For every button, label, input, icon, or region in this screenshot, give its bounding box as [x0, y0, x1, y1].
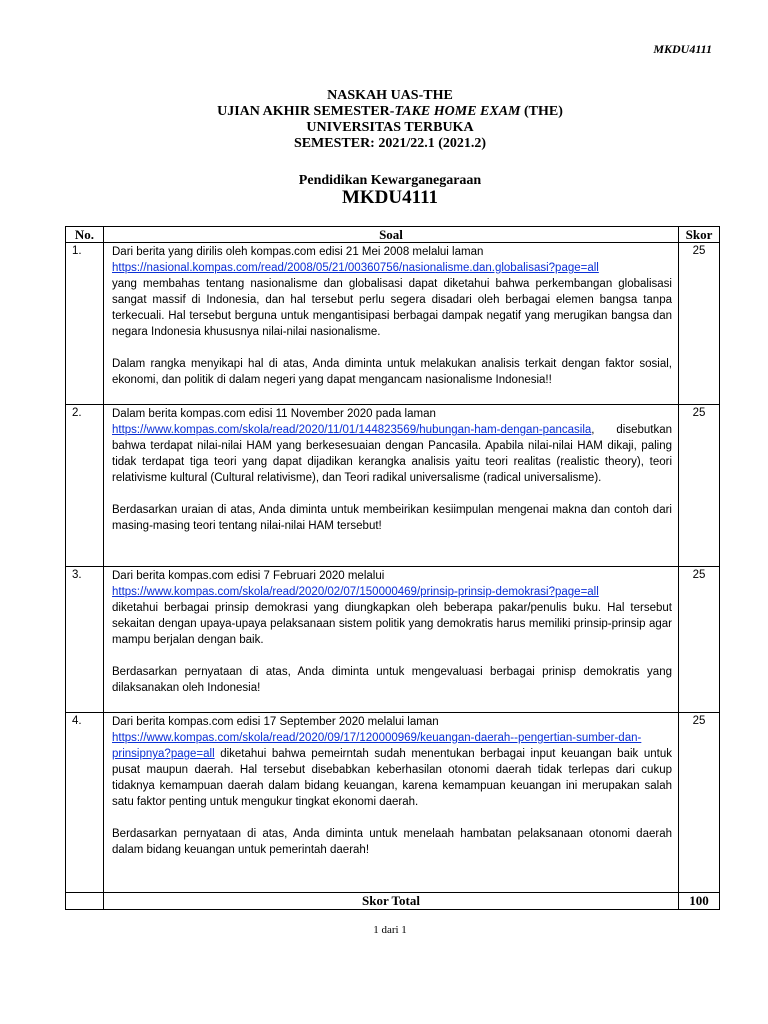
question-score: 25 — [679, 713, 720, 893]
table-row — [66, 405, 720, 567]
header-no: No. — [66, 227, 104, 243]
questions-table — [65, 226, 720, 910]
table-row — [66, 713, 720, 893]
page-number: 1 dari 1 — [373, 924, 407, 936]
question-intro: Dalam berita kompas.com edisi 11 November 2020 pada laman — [112, 408, 436, 420]
total-score: 100 — [679, 893, 720, 910]
question-link[interactable]: https://www.kompas.com/skola/read/2020/02/07/150000469/prinsip-prinsip-demokrasi?page=all — [112, 586, 599, 598]
question-link[interactable]: https://www.kompas.com/skola/read/2020/11/01/144823569/hubungan-ham-dengan-pancasila — [112, 424, 592, 436]
question-score: 25 — [679, 405, 720, 567]
header-skor: Skor — [679, 227, 720, 243]
question-body: diketahui bahwa pemeirntah sudah menentukan berbagai input keuangan baik untuk pusat maupun daerah. Hal tersebut disebabkan keberhasilan otonomi daerah tidak terlepas dari cukup tidaknya kemampuan daerah dalam bidang keuangan, karena kemampuan keuangan ini merupakan salah satu faktor penting untuk mengukur tingkat ekonomi daerah. — [112, 748, 672, 808]
question-task: Berdasarkan pernyataan di atas, Anda diminta untuk menelaah hambatan pelaksanaan otonomi daerah dalam bidang keuangan untuk pemerintah daerah! — [112, 828, 672, 856]
table-header-row — [66, 227, 720, 243]
question-paragraph — [112, 244, 672, 340]
title-line-1: NASKAH UAS-THE — [327, 88, 453, 103]
question-paragraph — [112, 406, 672, 486]
title-line-4: SEMESTER: 2021/22.1 (2021.2) — [293, 136, 487, 151]
title-line-2-c: (THE) — [520, 104, 563, 119]
question-number: 1. — [66, 243, 104, 405]
title-line-2-a: UJIAN AKHIR SEMESTER- — [217, 104, 395, 119]
question-number: 2. — [66, 405, 104, 567]
question-score: 25 — [679, 243, 720, 405]
question-number: 4. — [66, 713, 104, 893]
title-line-3: UNIVERSITAS TERBUKA — [306, 120, 474, 135]
question-intro: Dari berita yang dirilis oleh kompas.com edisi 21 Mei 2008 melalui laman — [112, 246, 484, 258]
question-task: Dalam rangka menyikapi hal di atas, Anda diminta untuk melakukan analisis terkait dengan faktor sosial, ekonomi, dan politik di dalam negeri yang dapat mengancam nasionalisme Indonesia!! — [112, 358, 672, 386]
course-code: MKDU4111 — [341, 187, 439, 208]
table-row — [66, 567, 720, 713]
question-intro: Dari berita kompas.com edisi 7 Februari 2020 melalui — [112, 570, 385, 582]
question-number: 3. — [66, 567, 104, 713]
total-label: Skor Total — [104, 893, 679, 910]
question-score: 25 — [679, 567, 720, 713]
table-total-row — [66, 893, 720, 910]
question-task: Berdasarkan pernyataan di atas, Anda diminta untuk mengevaluasi berbagai prinisp demokratis yang dilaksanakan oleh Indonesia! — [112, 666, 672, 694]
question-body: yang membahas tentang nasionalisme dan globalisasi dapat diketahui bahwa perkembangan globalisasi sangat massif di Indonesia, dan hal tersebut perlu segera disadari oleh berbagai elemen bangsa tanpa terkecuali. Hal tersebut berguna untuk mengantisipasi berbagai dampak negatif yang merugikan bangsa dan negara Indonesia khususnya nilai-nilai nasionalisme. — [112, 278, 672, 338]
question-paragraph — [112, 714, 672, 810]
question-paragraph — [112, 568, 672, 648]
question-intro: Dari berita kompas.com edisi 17 September 2020 melalui laman — [112, 716, 439, 728]
question-link[interactable]: https://nasional.kompas.com/read/2008/05/21/00360756/nasionalisme.dan.globalisasi?page=all — [112, 262, 599, 274]
question-text — [104, 405, 679, 567]
question-text — [104, 243, 679, 405]
subject-name: Pendidikan Kewarganegaraan — [298, 173, 482, 188]
question-body: , disebutkan bahwa terdapat nilai-nilai HAM yang berkesesuaian dengan Pancasila. Apabila nilai-nilai HAM dikaji, paling tidak terdapat tiga teori yang dapat dijadikan kerangka analisis yaitu teori realitas (realistic theory), teori relativisme kultural (Cultural relativisme), dan Teori radikal universalisme (radical universalisme). — [112, 424, 672, 484]
header-soal: Soal — [104, 227, 679, 243]
title-line-2 — [0, 104, 768, 120]
question-text — [104, 713, 679, 893]
total-empty-cell — [66, 893, 104, 910]
table-row — [66, 243, 720, 405]
title-line-2-italic: TAKE HOME EXAM — [394, 104, 521, 119]
question-text — [104, 567, 679, 713]
question-link[interactable]: https://www.kompas.com/skola/read/2020/09/17/120000969/keuangan-daerah--pengertian-sumber-dan-prinsipnya?page=all — [112, 732, 642, 760]
header-course-code: MKDU4111 — [653, 42, 712, 56]
document-title — [0, 88, 768, 152]
question-body: diketahui berbagai prinsip demokrasi yang diungkapkan oleh beberapa pakar/penulis buku. Hal tersebut sekaitan dengan upaya-upaya pelaksanaan sistem politik yang demokratis harus memiliki prinsip-prinsip agar mampu berjalan dengan baik. — [112, 602, 672, 646]
question-task: Berdasarkan uraian di atas, Anda diminta untuk membeirikan kesiimpulan mengenai makna dan contoh dari masing-masing teori tentang nilai-nilai HAM tersebut! — [112, 504, 672, 532]
